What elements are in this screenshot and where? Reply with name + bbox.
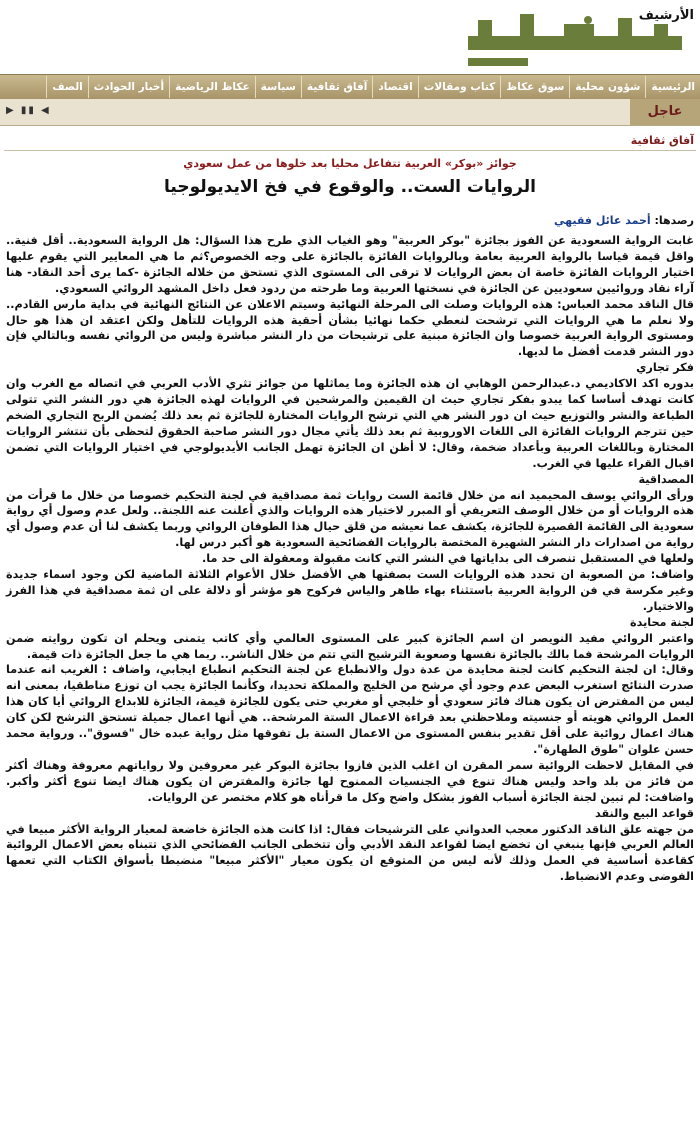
paragraph: من جهته علق الناقد الدكتور معجب العدواني على الترشيحات فقال: اذا كانت هذه الجائزة خاضعة لمعيار الرواية الأكثر مبيعا في العالم العربي فإنها ينبغي ان تخضع ايضا لقواعد النقد الأدبي وأن تتخطى الجانب الفضائحي الذي تتبناه بعض الاعمال الروائية كقاعدة أساسية في العمل وذلك لأنه ليس من المتوقع ان يكون معيار "الأكثر مبيعا" منضبطا بأسواق الكتاب التي تعمها الفوضى وعدم الانضباط. (6, 822, 694, 884)
paragraph: ولعلها في المستقبل تنصرف الى بداياتها في النشر التي كانت مقبولة ومعقولة الى حد ما. (202, 552, 694, 566)
nav-item-writers[interactable]: كتاب ومقالات (418, 76, 500, 98)
nav-item-okaz-market[interactable]: سوق عكاظ (500, 76, 569, 98)
breaking-label: عاجل (630, 99, 700, 125)
site-header (0, 0, 700, 74)
okaz-logo[interactable] (468, 14, 682, 70)
article-title: الروايات الست.. والوقوع في فخ الايديولوجيا (164, 177, 536, 197)
nav-item-economy[interactable]: اقتصاد (372, 76, 417, 98)
nav-item-home[interactable]: الرئيسية (645, 76, 700, 98)
nav-item-more[interactable]: الصف (46, 76, 87, 98)
paragraph: واضاف: من الصعوبة ان تحدد هذه الروايات الست بصفتها هي الأفضل خلال الأعوام الثلاثة الماضية لكن وجود اسماء جديدة وغير مكرسة في فن الرواية العربية باستثناء بهاء طاهر والياس فركوح هو مؤشر أو دلالة على ان ثمة مصداقية في هذا الفرز والاختيار. (6, 568, 694, 613)
article-body (6, 233, 694, 885)
article-kicker: جوائز «بوكر» العربية تتفاعل محليا بعد خلوها من عمل سعودي (183, 157, 517, 170)
paragraph: قال الناقد محمد العباس: هذه الروايات وصلت الى المرحلة النهائية وسيتم الاعلان عن النتائج النهائية في بداية مارس القادم.. ولا نعلم ما هي الروايات التي ترشحت لنعطي حكما نهائيا بشأن أحقية هذه الروايات للتأهل ولكن اعتقد ان هذا هو حال ومستوى الرواية العربية خصوصا وان الجائزة مبنية على ترشيحات من دار النشر مباشرة وليس من الروائي نفسه وبالتالي فإن دور النشر قدمت أفضل ما لديها. (6, 297, 694, 359)
paragraph: غابت الرواية السعودية عن الفوز بجائزة "بوكر العربية" وهو الغياب الذي طرح هذا السؤال: هل الرواية السعودية.. أقل فنية.. واقل قيمة قياسا بالرواية العربية بعامة وبالروايات الفائزة بالجائزة على وجه الخصوص؟ثم ما هي المعايير التي يقوم عليها اختيار الروايات الفائزة خاصة ان بعض الروايات لا ترقى الى المستوى الذي تستحق من خلاله الجائزة -كما يرى أحد النقاد- هنا آراء نقاد وروائيين سعوديين عن الجائزة في نسختها العربية وما طرحته من ردود فعل داخل المشهد الروائي السعودي. (6, 234, 694, 295)
subheading: فكر تجاري (636, 361, 694, 375)
nav-item-culture[interactable]: آفاق ثقافية (301, 76, 372, 98)
section-title[interactable]: آفاق ثقافية (630, 134, 694, 147)
main-nav (0, 74, 700, 100)
breaking-news-bar (0, 99, 700, 126)
subheading: لجنة محايدة (630, 615, 694, 629)
nav-item-politics[interactable]: سياسة (255, 76, 301, 98)
nav-item-accidents[interactable]: أخبار الحوادث (88, 76, 169, 98)
nav-item-sports[interactable]: عكاظ الرياضية (169, 76, 255, 98)
divider (4, 150, 696, 151)
byline (554, 214, 694, 227)
paragraph: واعتبر الروائي مفيد النويصر ان اسم الجائزة كبير على المستوى العالمي وأي كاتب يتمنى ويحلم ان تكون روايته ضمن الروايات المرشحة فما بالك بالجائزة نفسها وصعوبة الترشيح التي تتم من خلال الناشر.. ربما هي ما جعل الجائزة ذات قيمة. (6, 631, 694, 661)
archive-link[interactable]: الأرشيف (638, 8, 694, 23)
byline-label: رصدها: (654, 214, 694, 227)
paragraph: بدوره اكد الاكاديمي د.عبدالرحمن الوهابي ان هذه الجائزة وما يماثلها من جوائز تثري الأدب العربي في اتصاله مع الغرب وان كانت تهدف أساسا كما يبدو بفكر تجاري حيث ان القيمين والمرشحين في الروايات لهذه الجائزة هي دور النشر التي تتولى الطباعة والنشر والتوزيع حيث ان دور النشر هي التي ترشح الروايات المختارة للجائزة ثم بعد ذلك يُضمن الربح التجاري الضخم حين تترجم الروايات الفائزة الى اللغات الاوروبية ثم بعد ذلك يأتي مجال دور النشر صاحبة الحقوق لتحظى بأن تنتشر الروايات المختارة وباللغات العربية وبأعداد ضخمة، وقال: لا أظن ان الجائزة تهمل الجانب الأيديولوجي في اختيار الروايات التي تضمن اقبال القراء عليها في الغرب. (6, 377, 694, 470)
byline-author: أحمد عائل فقيهي (553, 214, 651, 227)
paragraph: في المقابل لاحظت الروائية سمر المقرن ان اغلب الذين فازوا بجائزة البوكر غير معروفين ولا رواياتهم معروفة وهناك أكثر من فائز من بلد واحد وليس هناك تنوع في الجنسيات الممنوح لها جائزة والمفترض ان يكون هناك ايضا تنوع أكثر وأكبر. واضافت: لم تبين لجنة الجائزة أسباب الفوز بشكل واضح وكل ما قرأناه هو كلام مختصر عن الروايات. (6, 758, 694, 804)
paragraph: ورأى الروائي يوسف المحيميد انه من خلال قائمة الست روايات ثمة مصداقية في لجنة التحكيم خصوصا من خلال ما قرأت من هذه الروايات أو من خلال الوصف التعريفي أو المبرر لاختيار هذه الروايات والذي أعلنت عنه اللجنة.. ولعل عدم وصول أي رواية سعودية الى القائمة القصيرة للجائزة، يكشف عما نعيشه من قلق حيال هذا الطوفان الروائي وربما يكشف لنا أن عدم وصول أي رواية من اصدارات دار النشر الشهيرة المختصة بالروايات الفضائحية السعودية هو أكبر درس لها. (6, 488, 694, 550)
ticker-controls[interactable]: ◀ ▮▮ ▶ (6, 105, 51, 116)
subheading: قواعد البيع والنقد (595, 806, 694, 820)
paragraph: وقال: ان لجنة التحكيم كانت لجنة محايدة من عدة دول والانطباع عن لجنة التحكيم انطباع ايجابي، واضاف : الغريب انه عندما صدرت النتائج استغرب البعض عدم وجود أي مرشح من الخليج والمملكة تحديدا، وكأنما الجائزة يجب ان توزع مناطقيا، بمعنى انه ليس من المفترض ان يكون هناك فائز سعودي أو خليجي أو مغربي حتى يكون للجائزة قيمة، الجائزة للابداع الروائي أيا كان هذا العمل الروائي هويته أو جنسيته وملاحظتي بعد قراءة الاعمال الستة المرشحة.. هي أنها اعمال جميلة تستحق الترشح لكن كان هناك اعمال روائية على أقل تقدير بنفس المستوى من الاعمال الستة بل تفوقها مثل رواية عبده خال "فسوق".. ورواية محمد حسن علوان "طوق الطهارة". (6, 663, 694, 756)
nav-item-local[interactable]: شؤون محلية (569, 76, 645, 98)
subheading: المصداقية (638, 472, 694, 486)
